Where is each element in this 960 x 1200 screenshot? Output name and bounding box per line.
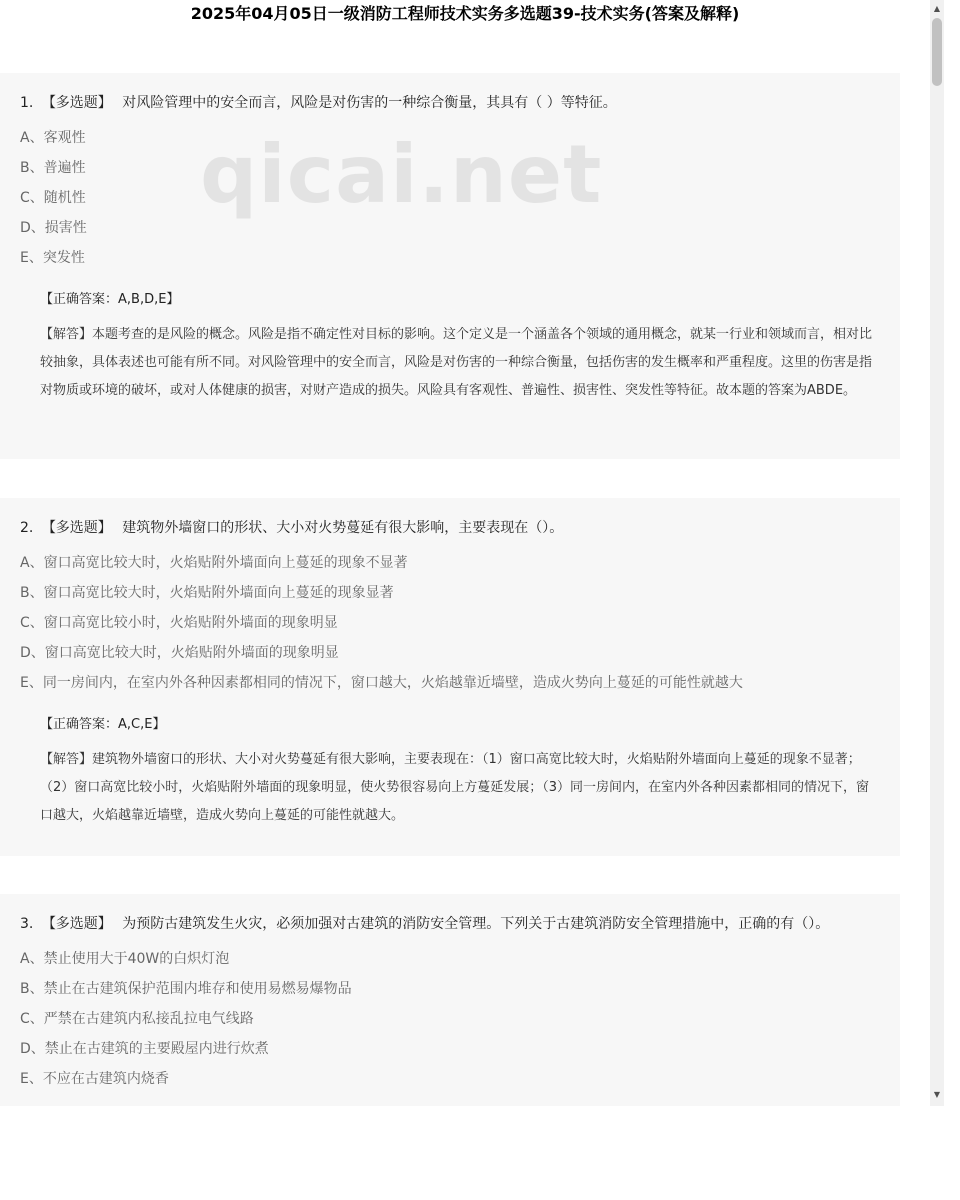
question-number: 3. <box>20 916 34 932</box>
answer-section <box>20 273 880 405</box>
option-b: B、禁止在古建筑保护范围内堆存和使用易燃易爆物品 <box>20 981 352 997</box>
option-a: A、窗口高宽比较大时，火焰贴附外墙面向上蔓延的现象不显著 <box>20 555 408 571</box>
option-d: D、禁止在古建筑的主要殿屋内进行炊煮 <box>20 1041 269 1057</box>
vertical-scrollbar[interactable] <box>930 0 944 1106</box>
correct-answer: 【正确答案：A,C,E】 <box>40 717 166 732</box>
option-b: B、窗口高宽比较大时，火焰贴附外墙面向上蔓延的现象显著 <box>20 585 394 601</box>
option-c: C、严禁在古建筑内私接乱拉电气线路 <box>20 1011 254 1027</box>
option-d: D、窗口高宽比较大时，火焰贴附外墙面的现象明显 <box>20 645 339 661</box>
option-a: A、禁止使用大于40W的白炽灯泡 <box>20 951 230 967</box>
scrollbar-thumb[interactable] <box>932 18 942 86</box>
question-stem <box>20 89 880 117</box>
question-card <box>0 73 900 459</box>
question-type: 【多选题】 <box>41 916 112 932</box>
question-number: 1. <box>20 95 34 111</box>
scroll-up-arrow-icon[interactable]: ▲ <box>933 4 941 13</box>
option-a: A、客观性 <box>20 130 86 146</box>
question-text: 建筑物外墙窗口的形状、大小对火势蔓延有很大影响，主要表现在（）。 <box>122 520 564 536</box>
question-type: 【多选题】 <box>41 95 112 111</box>
option-c: C、窗口高宽比较小时，火焰贴附外墙面的现象明显 <box>20 615 338 631</box>
question-card <box>0 498 900 856</box>
scroll-down-arrow-icon[interactable]: ▼ <box>933 1090 941 1099</box>
page-title: 2025年04月05日一级消防工程师技术实务多选题39-技术实务(答案及解释) <box>190 4 740 23</box>
answer-analysis: 【解答】本题考查的是风险的概念。风险是指不确定性对目标的影响。这个定义是一个涵盖各个领域的通用概念，就某一行业和领域而言，相对比较抽象，具体表述也可能有所不同。对风险管理中的安全而言，风险是对伤害的一种综合衡量，包括伤害的发生概率和严重程度。这里的伤害是指对物质或环境的破坏，或对人体健康的损害，对财产造成的损失。风险具有客观性、普遍性、损害性、突发性等特征。故本题的答案为ABDE。 <box>40 327 873 398</box>
question-card <box>0 894 900 1106</box>
option-e: E、同一房间内，在室内外各种因素都相同的情况下，窗口越大，火焰越靠近墙壁，造成火势向上蔓延的可能性就越大 <box>20 675 743 691</box>
question-stem <box>20 910 880 938</box>
answer-analysis: 【解答】建筑物外墙窗口的形状、大小对火势蔓延有很大影响，主要表现在：（1）窗口高宽比较大时，火焰贴附外墙面向上蔓延的现象不显著；（2）窗口高宽比较小时，火焰贴附外墙面的现象明显，使火势很容易向上方蔓延发展；（3）同一房间内，在室内外各种因素都相同的情况下，窗口越大，火焰越靠近墙壁，造成火势向上蔓延的可能性就越大。 <box>40 752 870 823</box>
question-text: 对风险管理中的安全而言，风险是对伤害的一种综合衡量，其具有（ ）等特征。 <box>122 95 617 111</box>
question-type: 【多选题】 <box>41 520 112 536</box>
question-text: 为预防古建筑发生火灾，必须加强对古建筑的消防安全管理。下列关于古建筑消防安全管理措施中，正确的有（）。 <box>122 916 830 932</box>
question-stem <box>20 514 880 542</box>
correct-answer: 【正确答案：A,B,D,E】 <box>40 292 180 307</box>
option-e: E、突发性 <box>20 250 85 266</box>
option-d: D、损害性 <box>20 220 87 236</box>
question-number: 2. <box>20 520 34 536</box>
option-c: C、随机性 <box>20 190 86 206</box>
answer-section <box>20 698 880 830</box>
option-b: B、普遍性 <box>20 160 86 176</box>
option-e: E、不应在古建筑内烧香 <box>20 1071 169 1087</box>
